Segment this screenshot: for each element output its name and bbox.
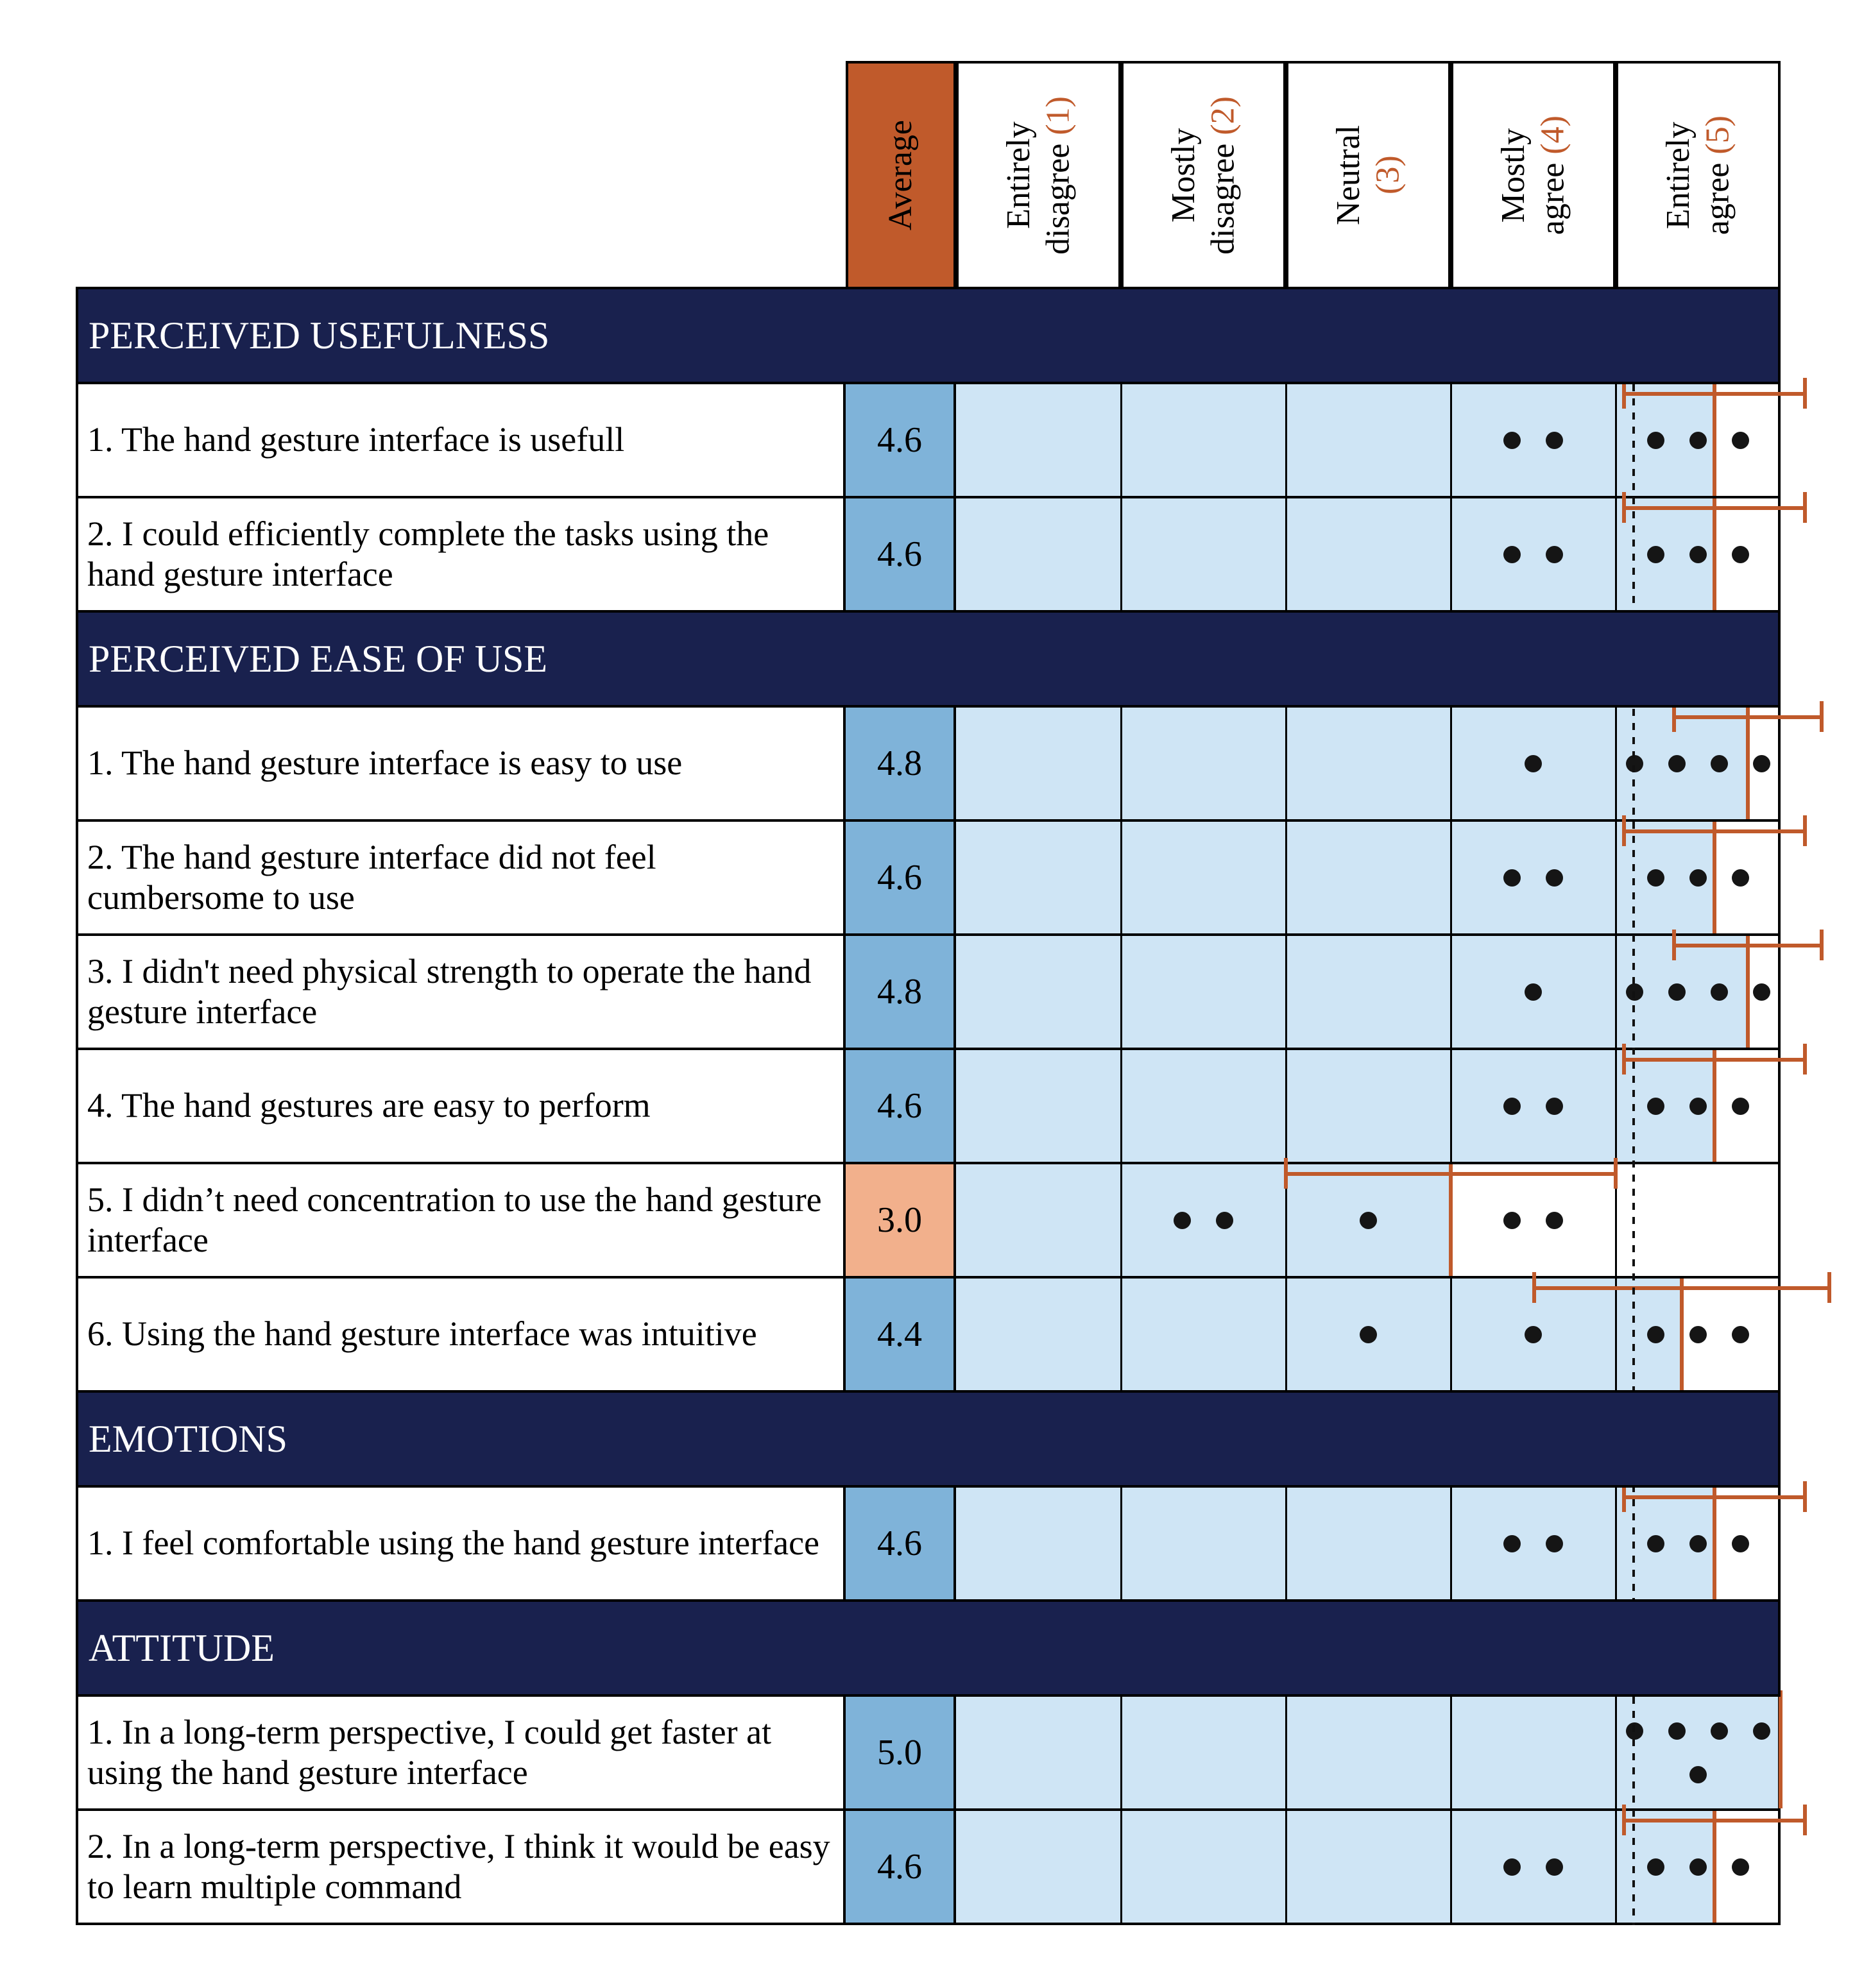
column-separator [1285,1488,1287,1599]
section-header [76,610,1781,708]
question-text: 4. The hand gestures are easy to perform [76,1050,846,1162]
column-separator [1450,1697,1452,1808]
response-dot [1732,1858,1749,1876]
response-dot [1732,1535,1749,1552]
response-dot [1732,546,1749,563]
average-bar [956,1279,1682,1390]
response-dot [1689,1766,1707,1783]
header-label-line: Mostly [1165,128,1202,223]
error-bar-mean [1713,1811,1716,1923]
response-dot [1174,1212,1191,1229]
column-separator [1615,1488,1617,1599]
likert-cell [956,1164,1781,1276]
question-text: 6. Using the hand gesture interface was intuitive [76,1279,846,1390]
header-scale-number: (2) [1204,96,1242,135]
column-separator [1285,1050,1287,1162]
column-separator [1450,1279,1452,1390]
average-bar [956,498,1714,610]
response-dot [1647,432,1664,449]
response-dot [1546,1535,1563,1552]
likert-cell [956,498,1781,610]
error-bar-cap [1803,1481,1807,1512]
error-bar-mean [1746,708,1750,819]
column-separator [1285,384,1287,496]
error-bar-mean [1713,822,1716,933]
error-bar-cap [1803,815,1807,846]
header-label-line: agree (4) [1534,115,1571,235]
header-scale-number: (3) [1369,155,1406,195]
question-row [76,384,1781,498]
average-value: 4.6 [846,1488,956,1599]
question-text: 5. I didn’t need concentration to use the hand gesture interface [76,1164,846,1276]
header-label-line: Entirely [1000,121,1038,229]
column-separator [1615,708,1617,819]
response-dot [1689,1098,1707,1115]
header-label-line: disagree (1) [1039,96,1077,255]
response-dot [1647,1326,1664,1343]
header-spacer [76,61,846,289]
column-header-label [1329,125,1408,225]
column-separator [1450,708,1452,819]
response-dot [1503,432,1521,449]
response-dot [1732,869,1749,887]
response-dot [1360,1212,1377,1229]
likert-cell [956,708,1781,819]
column-separator [1450,1050,1452,1162]
header-scale-number: (4) [1534,115,1571,155]
column-separator [1450,498,1452,610]
response-dot [1668,755,1686,772]
results-table [76,61,1781,1925]
table-body [76,287,1781,1925]
question-row [76,1488,1781,1602]
response-dot [1647,1858,1664,1876]
error-bar-mean [1713,1488,1716,1599]
column-separator [1285,498,1287,610]
response-dot [1689,1858,1707,1876]
column-separator [1450,936,1452,1048]
question-text: 1. I feel comfortable using the hand gesture interface [76,1488,846,1599]
response-dot [1503,1212,1521,1229]
column-separator [1450,1811,1452,1923]
question-row [76,936,1781,1050]
average-column-header [846,61,956,289]
column-separator [1120,936,1122,1048]
header-scale-number: (5) [1699,115,1736,155]
section-title: EMOTIONS [89,1417,287,1460]
column-separator [1285,936,1287,1048]
column-header-mostly-agree [1451,61,1616,289]
column-separator [1120,708,1122,819]
header-label-line: Entirely [1660,121,1697,229]
column-separator [1120,822,1122,933]
question-row [76,1164,1781,1279]
average-value: 4.8 [846,708,956,819]
question-row [76,1811,1781,1925]
question-row [76,1279,1781,1393]
column-separator [1615,1811,1617,1923]
header-scale-number: (1) [1039,96,1077,135]
response-dot [1711,983,1728,1001]
average-value: 3.0 [846,1164,956,1276]
average-value: 5.0 [846,1697,956,1808]
error-bar-cap [1622,492,1626,523]
section-title: PERCEIVED EASE OF USE [89,637,548,680]
response-dot [1753,755,1770,772]
average-bar [956,1488,1714,1599]
average-value: 4.6 [846,1050,956,1162]
question-text: 2. The hand gesture interface did not feel cumbersome to use [76,822,846,933]
question-text: 2. I could efficiently complete the tasks using the hand gesture interface [76,498,846,610]
response-dot [1546,869,1563,887]
response-dot [1668,983,1686,1001]
column-separator [1615,1697,1617,1808]
error-bar-mean [1713,498,1716,610]
error-bar-cap [1622,1805,1626,1835]
response-dot [1689,432,1707,449]
likert-cell [956,822,1781,933]
response-dot [1711,1722,1728,1740]
error-bar-cap [1532,1272,1536,1303]
error-bar-cap [1622,1044,1626,1075]
question-row [76,498,1781,613]
response-dot [1503,869,1521,887]
header-label-line: Neutral [1330,125,1367,225]
error-bar-cap [1820,701,1824,732]
column-separator [1120,1164,1122,1276]
average-value: 4.4 [846,1279,956,1390]
column-separator [1450,822,1452,933]
error-bar-mean [1779,1697,1782,1808]
header-label-line: agree (5) [1699,115,1736,235]
likert-cell [956,1279,1781,1390]
likert-cell [956,1488,1781,1599]
question-row [76,1050,1781,1164]
error-bar-mean [1713,1050,1716,1162]
average-value: 4.6 [846,1811,956,1923]
response-dot [1647,546,1664,563]
section-header [76,287,1781,384]
average-value: 4.6 [846,822,956,933]
question-row [76,708,1781,822]
column-separator [1285,1279,1287,1390]
question-row [76,1697,1781,1811]
error-bar-mean [1680,1279,1684,1390]
response-dot [1647,1535,1664,1552]
column-separator [1120,1279,1122,1390]
table-header [76,61,1781,289]
column-separator [1120,1488,1122,1599]
column-separator [1615,384,1617,496]
likert-cell [956,1811,1781,1923]
response-dot [1689,1326,1707,1343]
error-bar-mean [1449,1164,1453,1276]
average-bar [956,1811,1714,1923]
header-label-line: Mostly [1495,128,1532,223]
response-dot [1503,546,1521,563]
error-bar-cap [1803,378,1807,409]
response-dot [1647,1098,1664,1115]
average-bar [956,1697,1778,1808]
response-dot [1503,1535,1521,1552]
column-separator [1120,498,1122,610]
column-separator [1120,1697,1122,1808]
column-separator [1120,1050,1122,1162]
error-bar-mean [1713,384,1716,496]
question-text: 1. The hand gesture interface is usefull [76,384,846,496]
error-bar-cap [1820,930,1824,960]
error-bar-cap [1803,1044,1807,1075]
error-bar-cap [1614,1158,1618,1189]
column-header-neutral [1286,61,1451,289]
response-dot [1525,983,1542,1001]
column-separator [1450,1488,1452,1599]
column-separator [1120,384,1122,496]
section-header [76,1599,1781,1697]
section-header [76,1390,1781,1488]
likert-cell [956,384,1781,496]
column-separator [1615,936,1617,1048]
average-header-label: Average [882,119,919,231]
error-bar-cap [1672,930,1676,960]
column-separator [1615,498,1617,610]
error-bar-mean [1746,936,1750,1048]
response-dot [1647,869,1664,887]
response-dot [1216,1212,1233,1229]
average-value: 4.8 [846,936,956,1048]
column-separator [1285,1811,1287,1923]
column-header-entirely-agree [1616,61,1781,289]
question-row [76,822,1781,936]
error-bar-cap [1803,1805,1807,1835]
column-separator [1615,1279,1617,1390]
column-separator [1285,708,1287,819]
response-dot [1753,983,1770,1001]
section-title: PERCEIVED USEFULNESS [89,314,550,357]
response-dot [1360,1326,1377,1343]
section-title: ATTITUDE [89,1626,275,1669]
average-value: 4.6 [846,384,956,496]
header-label-line [1369,125,1408,225]
question-text: 2. In a long-term perspective, I think it would be easy to learn multiple command [76,1811,846,1923]
response-dot [1753,1722,1770,1740]
response-dot [1732,1326,1749,1343]
column-header-label [1659,115,1738,235]
response-dot [1689,546,1707,563]
column-header-label [1494,115,1573,235]
error-bar-cap [1622,815,1626,846]
likert-cell [956,936,1781,1048]
response-dot [1732,432,1749,449]
average-bar [956,384,1714,496]
response-dot [1546,1858,1563,1876]
response-dot [1546,546,1563,563]
response-dot [1668,1722,1686,1740]
likert-cell [956,1697,1781,1808]
response-dot [1546,1098,1563,1115]
column-header-label [1164,96,1243,255]
average-value: 4.6 [846,498,956,610]
column-separator [1450,384,1452,496]
error-bar-cap [1827,1272,1831,1303]
response-dot [1546,432,1563,449]
column-header-mostly-disagree [1121,61,1286,289]
error-bar-cap [1284,1158,1288,1189]
response-dot [1711,755,1728,772]
response-dot [1525,1326,1542,1343]
question-text: 1. The hand gesture interface is easy to use [76,708,846,819]
column-separator [1285,1697,1287,1808]
response-dot [1689,1535,1707,1552]
column-separator [1615,1050,1617,1162]
question-text: 1. In a long-term perspective, I could get faster at using the hand gesture interface [76,1697,846,1808]
column-separator [1615,822,1617,933]
average-bar [956,1050,1714,1162]
response-dot [1689,869,1707,887]
column-separator [1120,1811,1122,1923]
response-dot [1546,1212,1563,1229]
response-dot [1525,755,1542,772]
column-header-entirely-disagree [956,61,1121,289]
response-dot [1503,1858,1521,1876]
response-dot [1503,1098,1521,1115]
header-label-line: disagree (2) [1204,96,1242,255]
column-separator [1285,822,1287,933]
question-text: 3. I didn't need physical strength to operate the hand gesture interface [76,936,846,1048]
column-header-label [999,96,1078,255]
error-bar-cap [1803,492,1807,523]
average-bar [956,822,1714,933]
response-dot [1732,1098,1749,1115]
likert-cell [956,1050,1781,1162]
